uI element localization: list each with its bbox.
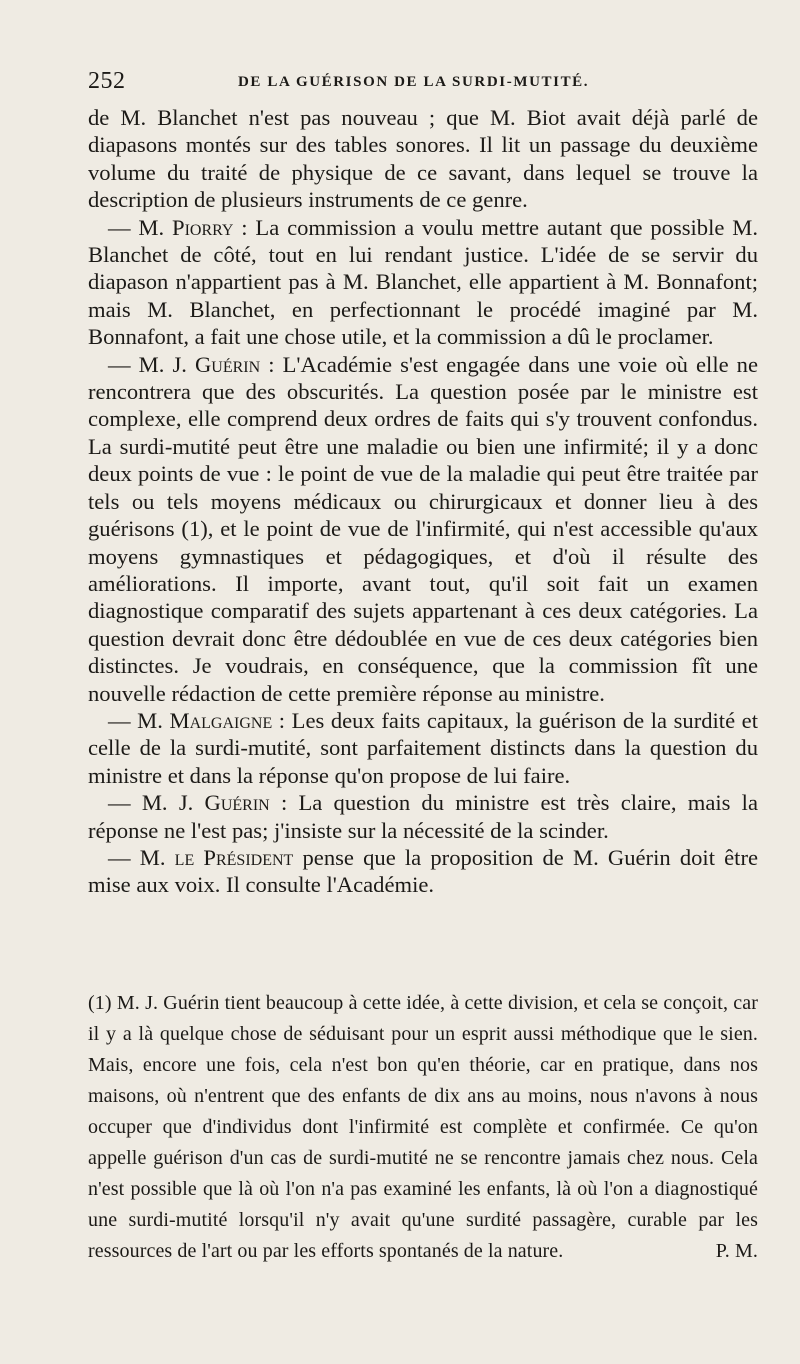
page-number: 252: [88, 68, 126, 94]
paragraph: [88, 351, 758, 707]
main-text: [88, 104, 758, 899]
paragraph: [88, 104, 758, 214]
paragraph-text: La commission a voulu mettre autant que possible M. Blanchet de côté, tout en lui rendant justice. L'idée de se servir du diapason n'appartient pas à M. Blanchet, elle appartient à M. Bonnafont; mais M. Blanchet, en perfectionnant le procédé imaginé par M. Bonnafont, a fait une chose utile, et la commission a dû le proclamer.: [88, 214, 758, 350]
speaker-name: — M. J. Guérin :: [108, 351, 275, 377]
paragraph: [88, 214, 758, 351]
speaker-name: — M. Malgaigne :: [108, 707, 286, 733]
speaker-name: — M. le Président: [108, 844, 294, 870]
paragraph-text: L'Académie s'est engagée dans une voie où elle ne rencontrera que des obscurités. La question posée par le ministre est complexe, elle comprend deux ordres de faits qui s'y trouvent confondus. La surdi-mutité peut être une maladie ou bien une infirmité; il y a donc deux points de vue : le point de vue de la maladie qui peut être traitée par tels ou tels moyens médicaux ou chirurgicaux et donner lieu à des guérisons (1), et le point de vue de l'infirmité, qui n'est accessible qu'aux moyens gymnastiques et pédagogiques, et d'où il résulte des améliorations. Il importe, avant tout, qu'il soit fait un examen diagnostique comparatif des sujets appartenant à ces deux catégories. La question devrait donc être dédoublée en vue de ces deux catégories bien distinctes. Je voudrais, en conséquence, que la commission fît une nouvelle rédaction de cette première réponse au ministre.: [88, 351, 759, 706]
paragraph-text: La question du ministre est très claire, mais la réponse ne l'est pas; j'insiste sur la nécessité de la scinder.: [88, 790, 758, 843]
footnote-signature: P. M.: [715, 1240, 758, 1262]
paragraph: [88, 789, 758, 844]
speaker-name: — M. J. Guérin :: [108, 790, 288, 816]
paragraph: [88, 707, 758, 789]
paragraph-text: Les deux faits capitaux, la guérison de la surdité et celle de la surdi-mutité, sont parfaitement distincts dans la question du ministre et dans la réponse qu'on propose de lui faire.: [88, 707, 758, 788]
speaker-name: — M. Piorry :: [108, 214, 248, 240]
page-header: [88, 68, 758, 98]
running-title: DE LA GUÉRISON DE LA SURDI-MUTITÉ.: [238, 74, 590, 90]
footnote: [88, 988, 758, 1267]
paragraph-text: de M. Blanchet n'est pas nouveau ; que M. Biot avait déjà parlé de diapasons montés sur des tables sonores. Il lit un passage du deuxième volume du traité de physique de ce savant, dans lequel se trouve la description de plusieurs instruments de ce genre.: [88, 105, 758, 213]
paragraph: [88, 844, 758, 899]
footnote-text: (1) M. J. Guérin tient beaucoup à cette idée, à cette division, et cela se conçoit, car il y a là quelque chose de séduisant pour un esprit aussi méthodique que le sien. Mais, encore une fois, cela n'est bon qu'en théorie, car en pratique, dans nos maisons, où n'entrent que des enfants de dix ans au moins, nous n'avons à nous occuper que d'individus dont l'infirmité est complète et confirmée. Ce qu'on appelle guérison d'un cas de surdi-mutité ne se rencontre jamais chez nous. Cela n'est possible que là où l'on n'a pas examiné les enfants, là où l'on a diagnostiqué une surdi-mutité lorsqu'il n'y avait qu'une surdité passagère, curable par les ressources de l'art ou par les efforts spontanés de la nature.: [88, 992, 758, 1262]
paragraph-text: pense que la proposition de M. Guérin doit être mise aux voix. Il consulte l'Académie.: [88, 844, 759, 898]
